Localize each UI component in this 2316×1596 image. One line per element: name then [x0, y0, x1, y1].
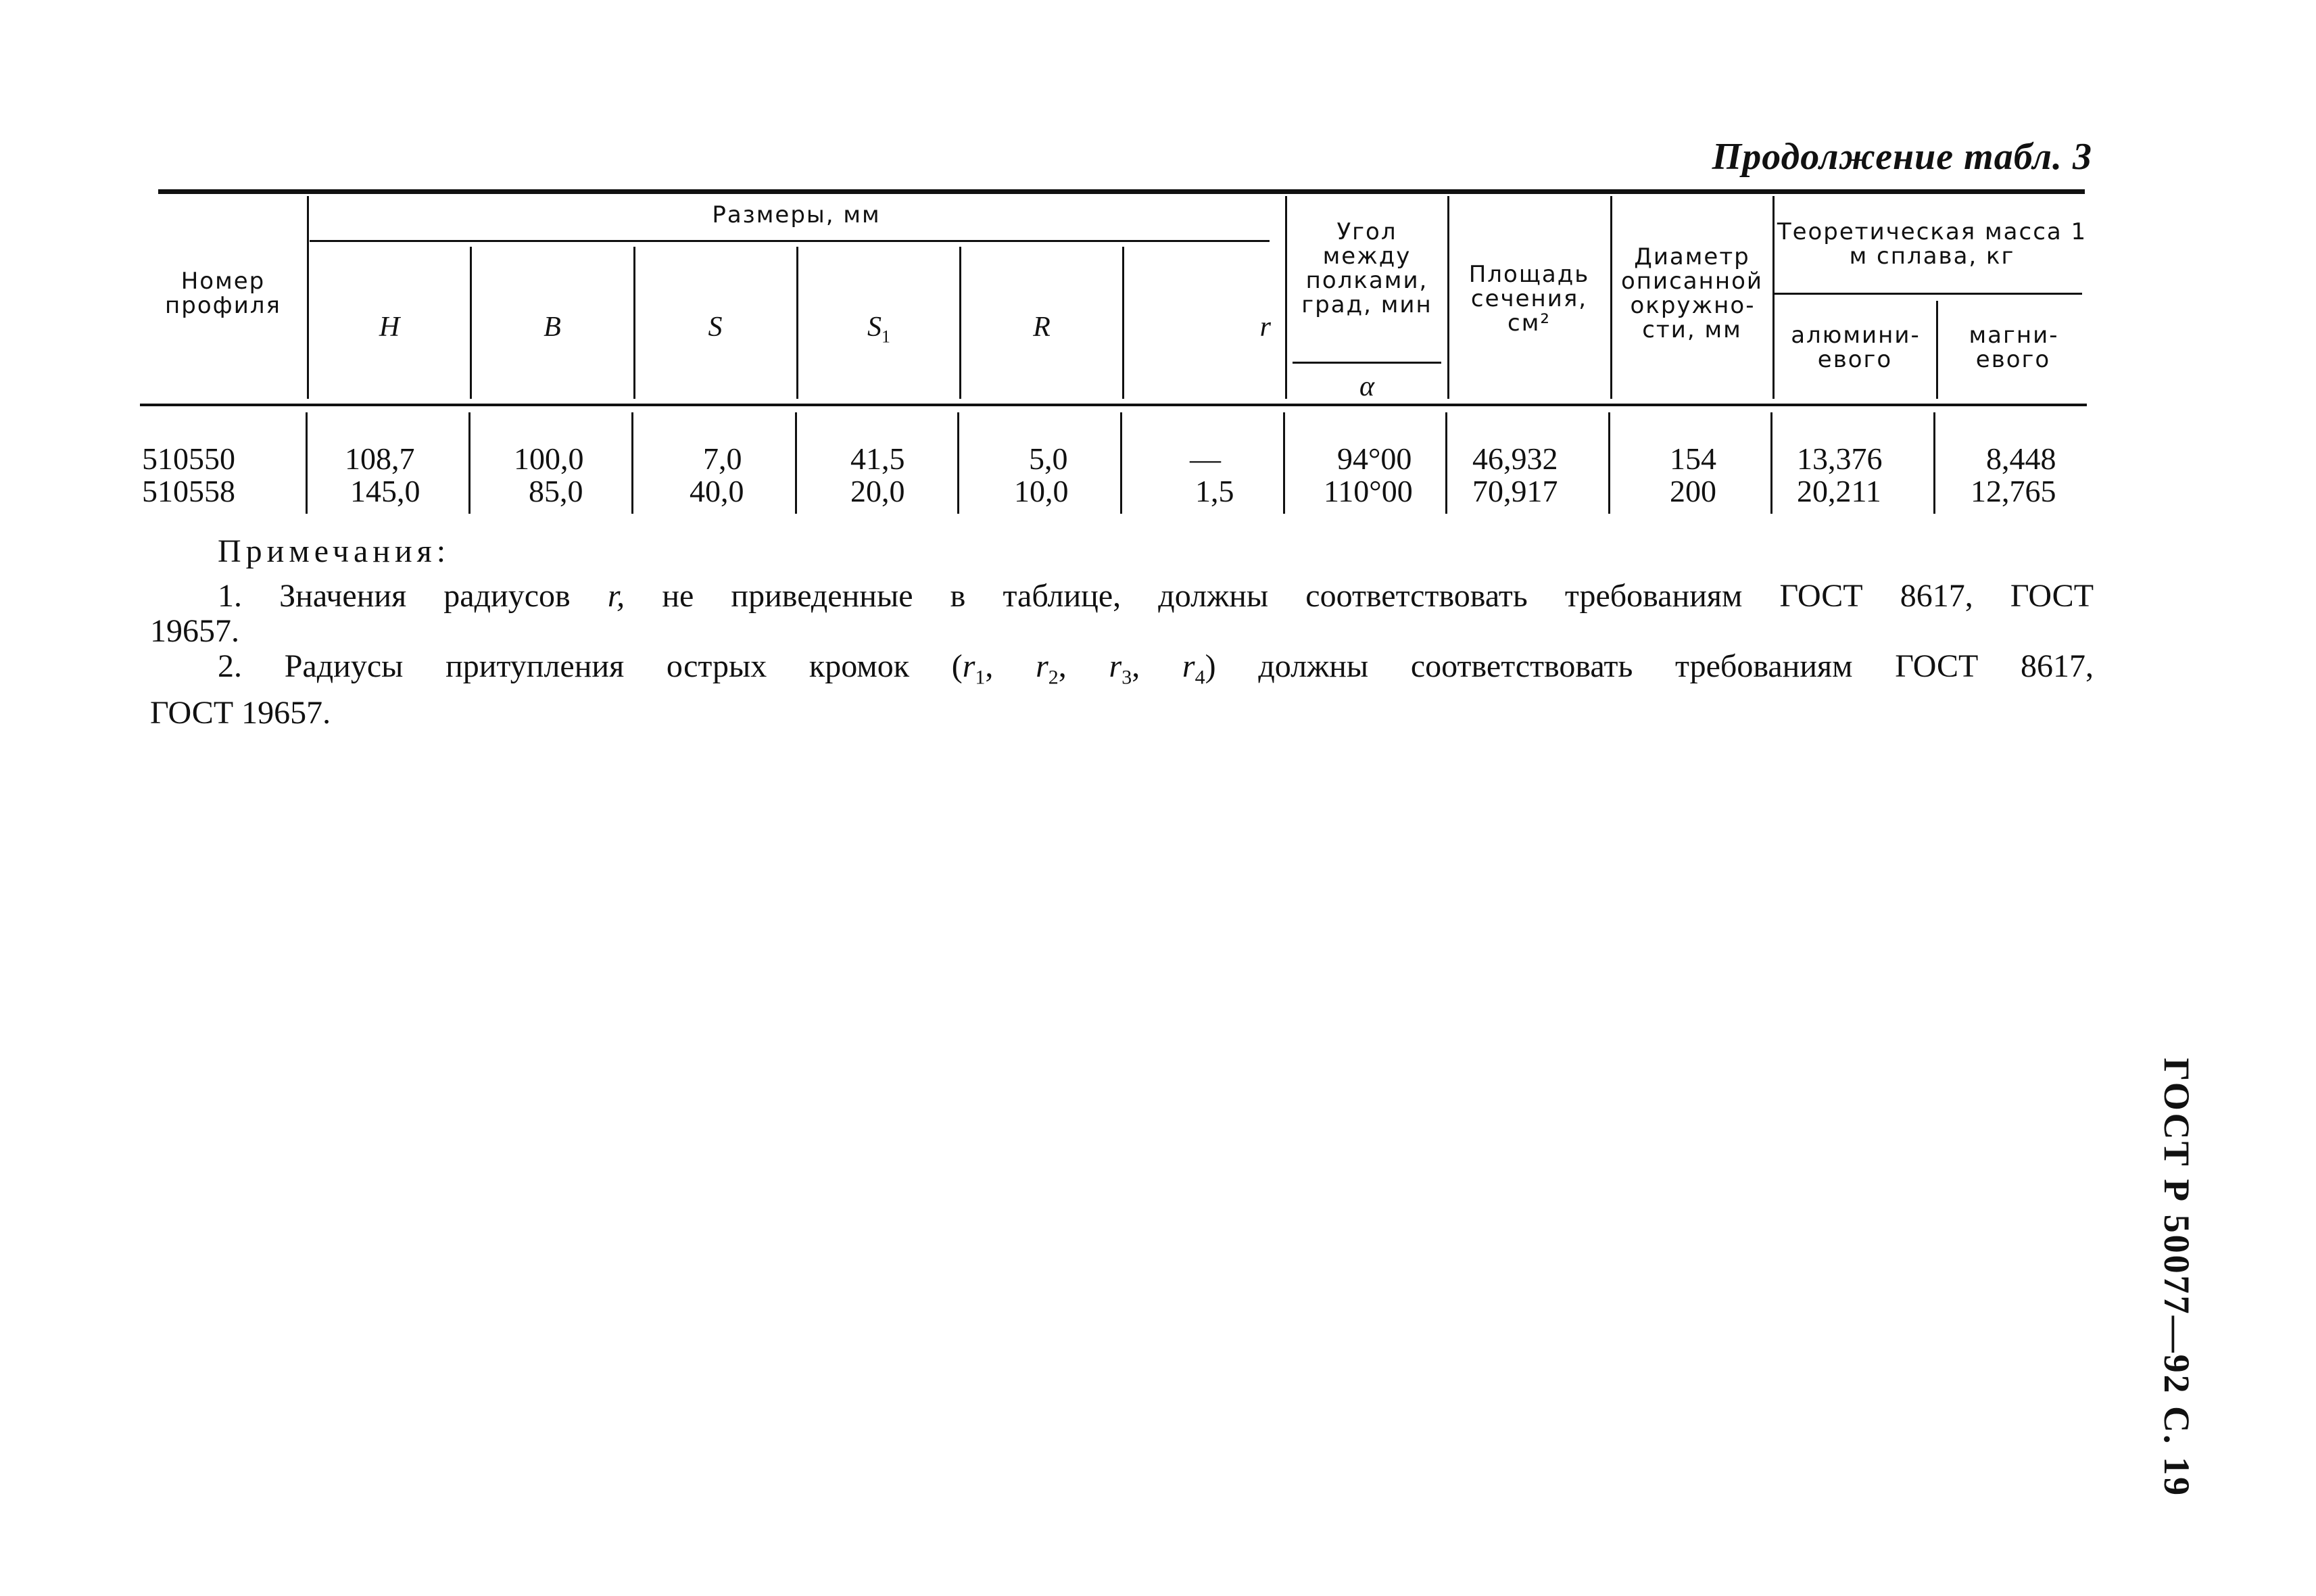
- note-2-sub-3: 3: [1121, 666, 1132, 689]
- cell-r: 1,5: [1195, 474, 1234, 508]
- col-divider: [470, 247, 472, 399]
- col-divider: [1608, 412, 1610, 514]
- mass-group-rule: [1775, 293, 2082, 295]
- col-divider: [796, 247, 798, 399]
- col-divider: [957, 412, 959, 514]
- header-magnesium: магниевого: [1969, 322, 2058, 373]
- dimensions-group-rule: [310, 240, 1270, 242]
- cell-R: 5,0: [1029, 441, 1068, 476]
- cell-profile: 510550: [142, 441, 235, 476]
- header-mass: Теоретическая масса 1 м сплава, кг: [1777, 218, 2088, 270]
- cell-diameter: 200: [1670, 474, 1716, 508]
- cell-angle: 94°00: [1337, 441, 1412, 476]
- cell-area: 46,932: [1472, 441, 1558, 476]
- header-S1: [799, 311, 959, 347]
- col-divider: [631, 412, 633, 514]
- note-1: [150, 579, 2094, 614]
- note-2-end: ГОСТ 19657.: [150, 694, 331, 731]
- cell-H: 145,0: [350, 474, 420, 508]
- cell-B: 85,0: [529, 474, 583, 508]
- cell-magnesium: 12,765: [1971, 474, 2056, 508]
- col-divider: [1770, 412, 1772, 514]
- header-profile: Номер профиля: [165, 268, 281, 319]
- col-divider: [1120, 412, 1122, 514]
- cell-H: 108,7: [345, 441, 415, 476]
- header-B: B: [544, 312, 561, 343]
- cell-aluminium: 13,376: [1797, 441, 1883, 476]
- col-divider: [1933, 412, 1935, 514]
- table-caption: Продолжение табл. 3: [1712, 136, 2092, 178]
- side-page-label: [2156, 1057, 2197, 1498]
- header-angle-symbol: α: [1359, 371, 1375, 402]
- cell-magnesium: 8,448: [1986, 441, 2056, 476]
- header-S1-subscript: 1: [882, 327, 890, 347]
- note-2-sub-2: 2: [1048, 666, 1059, 689]
- cell-S: 7,0: [703, 441, 742, 476]
- notes-section: [150, 534, 2094, 731]
- col-divider: [1936, 301, 1938, 399]
- cell-diameter: 154: [1670, 441, 1716, 476]
- header-angle: Угол между полками, град, мин: [1301, 218, 1432, 318]
- header-diameter: Диаметр описанной окружности, мм: [1620, 243, 1763, 343]
- table-top-rule: [158, 189, 2085, 194]
- header-aluminium: алюминиевого: [1791, 322, 1919, 373]
- col-divider: [468, 412, 471, 514]
- col-divider: [1447, 196, 1449, 399]
- note-2: 2. Радиусы притупления острых кромок ($r_1$, $r_2$, $r_3$, $r_4$) должны соответствовать требованиям ГОСТ 8617,: [218, 648, 2094, 689]
- note-2-r4: r: [1182, 648, 1195, 684]
- col-divider: [1772, 196, 1775, 399]
- cell-S: 40,0: [690, 474, 744, 508]
- notes-title: Примечания:: [218, 533, 451, 569]
- col-divider: [1445, 412, 1447, 514]
- note-2-sub-4: 4: [1195, 666, 1205, 689]
- col-divider: [795, 412, 797, 514]
- col-divider: [959, 247, 961, 399]
- header-H: H: [379, 312, 400, 343]
- col-divider: [1283, 412, 1285, 514]
- cell-aluminium: 20,211: [1797, 474, 1881, 508]
- angle-symbol-rule: [1293, 362, 1441, 364]
- col-divider: [1285, 196, 1287, 399]
- header-area: Площадь сечения, см²: [1468, 261, 1590, 337]
- cell-S1: 41,5: [850, 441, 905, 476]
- header-dimensions: Размеры, мм: [712, 201, 881, 228]
- col-divider: [307, 196, 309, 399]
- cell-angle: 110°00: [1324, 474, 1413, 508]
- note-1-symbol-r: r,: [607, 578, 625, 614]
- cell-B: 100,0: [514, 441, 584, 476]
- col-divider: [1610, 196, 1612, 399]
- header-r: r: [1259, 312, 1271, 343]
- col-divider: [306, 412, 308, 514]
- side-page-label-text: ГОСТ Р 50077—92 С. 19: [2156, 1057, 2197, 1498]
- note-2-r2: r: [1036, 648, 1048, 684]
- cell-R: 10,0: [1014, 474, 1069, 508]
- header-S1-base: S: [867, 312, 882, 343]
- cell-r: —: [1190, 441, 1221, 476]
- profile-table: [0, 0, 2316, 527]
- note-2-text-b: должны соответствовать требованиям ГОСТ 8617,: [1258, 648, 2094, 684]
- note-1-text-a: 1. Значения радиусов: [218, 578, 571, 614]
- col-divider: [1122, 247, 1124, 399]
- note-1-end: 19657.: [150, 613, 239, 649]
- note-2-r1: r: [962, 648, 975, 684]
- note-2-text-a: 2. Радиусы притупления острых кромок (: [218, 648, 963, 684]
- note-2-r3: r: [1109, 648, 1122, 684]
- header-S: S: [708, 312, 723, 343]
- cell-area: 70,917: [1472, 474, 1558, 508]
- note-1-text-b: не приведенные в таблице, должны соответствовать требованиям ГОСТ 8617, ГОСТ: [662, 578, 2094, 614]
- cell-S1: 20,0: [850, 474, 905, 508]
- note-2-sub-1: 1: [975, 666, 986, 689]
- cell-profile: 510558: [142, 474, 235, 508]
- header-bottom-rule: [140, 404, 2087, 406]
- header-R: R: [1033, 312, 1051, 343]
